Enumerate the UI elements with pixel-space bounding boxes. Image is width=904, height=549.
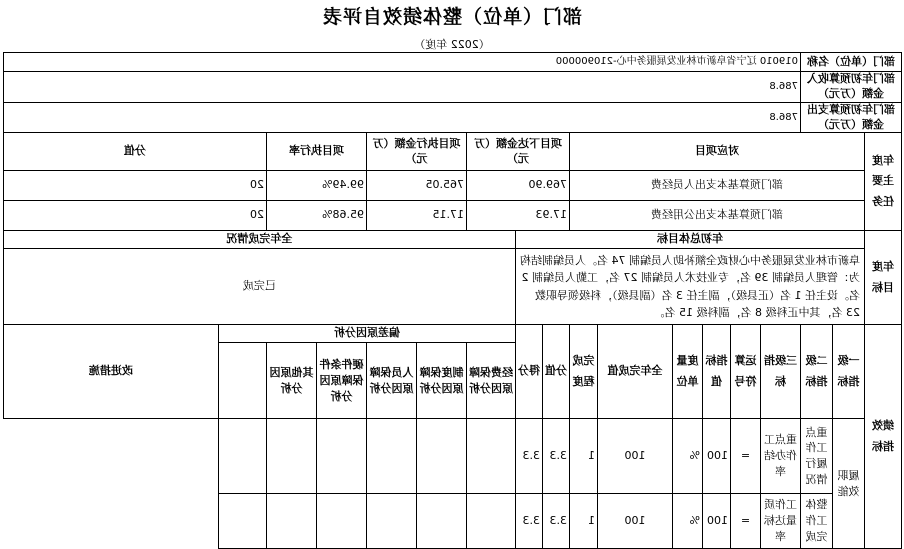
completion-header: 全年完成情况: [3, 231, 515, 249]
perf-dev-system: [417, 494, 467, 549]
table-row: [3, 419, 901, 494]
perf-completion: 1: [570, 494, 598, 549]
task-exec-amount: 17.15: [367, 201, 467, 231]
perf-header-actual: 全年完成值: [598, 325, 673, 419]
income-value: 786.8: [3, 72, 800, 103]
perf-dev-funds: [467, 494, 516, 549]
task-budget: 769.90: [467, 171, 570, 201]
goal-text: 阜新市林业发展服务中心财政全额补助人员编制 74 名。人员编制结构为：管理人员编制 39 名，专业技术人员编制 27 名，工勤人员编制 2 名。设主任 1 名（正县级），副主任 3 名（副县级），科级领导职数 23 名，其中正科级 8 名，副科级 15 名。: [516, 249, 865, 325]
tasks-header-budget: 项目下达金额（万元）: [467, 133, 570, 171]
table-row: [3, 494, 901, 549]
perf-score: 3.3: [516, 419, 543, 494]
perf-dev-staff: [367, 419, 417, 494]
perf-dev-system: [417, 419, 467, 494]
perf-header-score: 得分: [516, 325, 543, 419]
form-year: （2022 年度）: [414, 38, 490, 51]
expense-value: 786.8: [3, 102, 800, 133]
perf-header-improvement: 改进措施: [3, 325, 218, 419]
perf-header-level2: 二级指标: [801, 325, 833, 419]
table-row: [3, 171, 901, 201]
perf-actual: 100: [598, 494, 673, 549]
perf-level3: 工作质量达标率: [761, 494, 801, 549]
form-title: 部门（单位）整体绩效自评表: [322, 6, 583, 28]
perf-completion: 1: [570, 419, 598, 494]
completion-text: 已完成: [3, 249, 515, 325]
tasks-header-project: 对应项目: [570, 133, 865, 171]
dept-name-value: 019010 辽宁省阜新市林业发展服务中心-210900000: [3, 53, 800, 72]
perf-improvement: [219, 419, 267, 494]
task-weight: 20: [3, 171, 266, 201]
perf-operator: =: [731, 494, 761, 549]
perf-dev-hardware: [317, 419, 367, 494]
perf-header-level3: 三级指标: [761, 325, 801, 419]
perf-header-dev-hardware: 硬件条件保障原因分析: [317, 343, 367, 419]
tasks-header-weight: 分值: [3, 133, 266, 171]
goal-header: 年初总体目标: [516, 231, 865, 249]
perf-unit: %: [673, 419, 703, 494]
perf-level1-value: 履职效能: [833, 419, 865, 549]
perf-header-weight: 分值: [543, 325, 570, 419]
task-project: 部门预算基本支出公用经费: [570, 201, 865, 231]
perf-level2: 整体工作完成: [801, 494, 833, 549]
perf-unit: %: [673, 494, 703, 549]
perf-header-dev-staff: 人员保障原因分析: [367, 343, 417, 419]
performance-section-label: 绩效指标: [865, 325, 902, 549]
table-row: [3, 201, 901, 231]
task-budget: 17.93: [467, 201, 570, 231]
perf-weight: 3.3: [543, 419, 570, 494]
perf-header-deviation: 偏差原因分析: [219, 325, 516, 343]
perf-dev-other: [267, 494, 317, 549]
perf-target: 100: [703, 494, 731, 549]
perf-header-dev-other: 其他原因分析: [267, 343, 317, 419]
dept-name-label: 部门（单位）名称: [801, 53, 902, 72]
perf-dev-hardware: [317, 494, 367, 549]
perf-header-dev-system: 制度保障原因分析: [417, 343, 467, 419]
perf-dev-funds: [467, 419, 516, 494]
perf-actual: 100: [598, 419, 673, 494]
task-exec-rate: 95.68%: [267, 201, 367, 231]
perf-operator: =: [731, 419, 761, 494]
tasks-section-label: 年度主要任务: [865, 133, 902, 231]
evaluation-table: [3, 52, 902, 549]
perf-improvement: [219, 494, 267, 549]
task-project: 部门预算基本支出人员经费: [570, 171, 865, 201]
perf-level3: 重点工作办结率: [761, 419, 801, 494]
perf-header-level1: 一级指标: [833, 325, 865, 419]
perf-header-operator: 运算符号: [731, 325, 761, 419]
perf-header-unit: 度量单位: [673, 325, 703, 419]
tasks-header-exec-rate: 项目执行率: [267, 133, 367, 171]
perf-score: 3.3: [516, 494, 543, 549]
perf-header-dev-funds: 经费保障原因分析: [467, 343, 516, 419]
perf-dev-other: [267, 419, 317, 494]
task-exec-amount: 765.05: [367, 171, 467, 201]
task-exec-rate: 99.49%: [267, 171, 367, 201]
perf-dev-staff: [367, 494, 417, 549]
goals-section-label: 年度目标: [865, 231, 902, 325]
perf-target: 100: [703, 419, 731, 494]
tasks-header-exec-amount: 项目执行金额（万元）: [367, 133, 467, 171]
expense-label: 部门年初预算支出金额（万元）: [801, 102, 902, 133]
perf-weight: 3.3: [543, 494, 570, 549]
task-weight: 20: [3, 201, 266, 231]
perf-header-completion: 完成程度: [570, 325, 598, 419]
perf-level2: 重点工作履行情况: [801, 419, 833, 494]
perf-header-target: 指标值: [703, 325, 731, 419]
income-label: 部门年初预算收入金额（万元）: [801, 72, 902, 103]
